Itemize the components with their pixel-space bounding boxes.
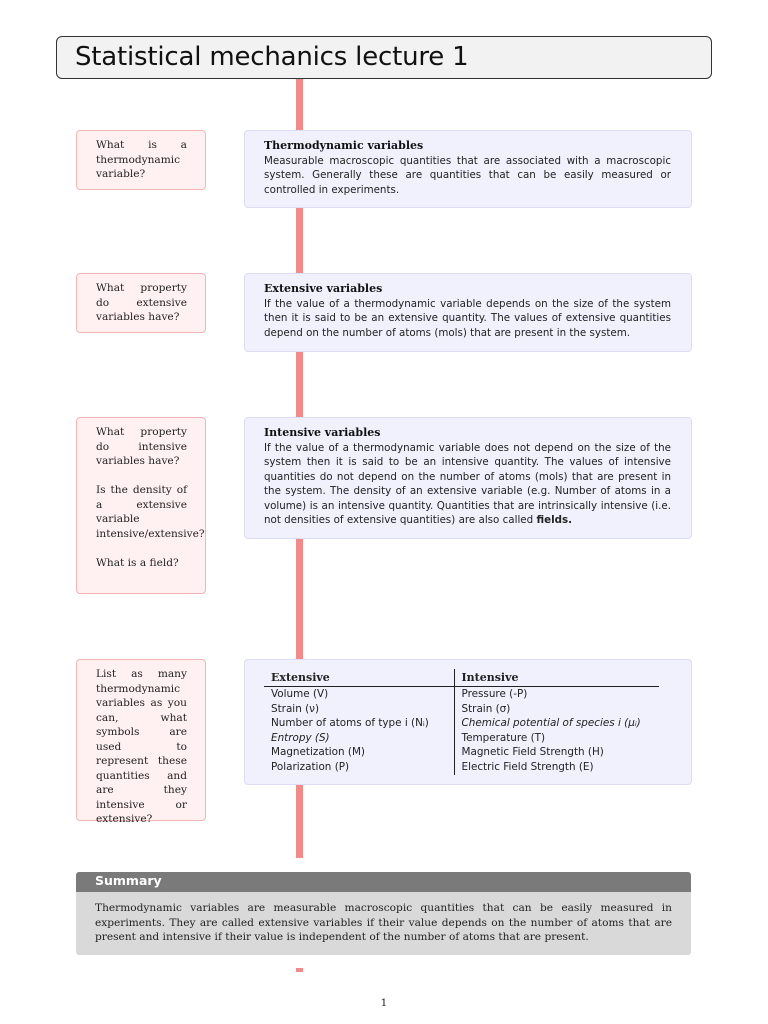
timeline-spine [296,539,303,659]
answer-heading: Extensive variables [264,282,383,295]
table-cell: Magnetic Field Strength (H) [461,746,604,759]
timeline-spine [296,208,303,273]
table-row [264,687,659,702]
question-text: List as many thermodynamic variables as you can, what symbols are used to represent these quantities and are they intensive or extensive? [96,668,187,825]
answer-box-extensive-variables [244,273,692,352]
question-box-4 [76,659,206,825]
answer-heading: Intensive variables [264,426,381,439]
question-text: What is a field? [96,556,179,569]
table-cell: Polarization (P) [264,760,454,775]
question-box-3 [76,417,206,594]
table-cell: Strain (ν) [264,702,454,717]
question-box-1 [76,130,206,190]
column-header-intensive: Intensive [454,669,659,687]
variables-table [264,669,659,775]
answer-box-thermodynamic-variables [244,130,692,208]
page-title: Statistical mechanics lecture 1 [75,42,469,72]
timeline-spine [296,79,303,130]
table-cell: Pressure (-P) [461,688,528,700]
table-row [264,745,659,760]
column-header-extensive: Extensive [264,669,454,687]
answer-body: Measurable macroscopic quantities that are associated with a macroscopic system. Generally these are quantities that can be easily measured or controlled in experiments. [264,154,671,196]
answer-box-intensive-variables [244,417,692,539]
answer-body-text: If the value of a thermodynamic variable does not depend on the size of the system then it is said to be an intensive quantity. The values of intensive quantities do not depend on the number of atoms (mols) that are present in the system. The density of an extensive variable (e.g. Number of atoms in a volume) is an intensive quantity. Quantities that are intrinsically intensive (i.e. not densities of extensive quantities) are also called [264,441,671,526]
table-row [264,702,659,717]
table-cell: Magnetization (M) [264,745,454,760]
summary-heading: Summary [76,872,691,892]
answer-body [264,441,671,528]
question-text: What property do intensive variables have? [96,426,187,467]
table-row [264,760,659,775]
question-text: What is a thermodynamic variable? [96,139,187,180]
table-cell: Volume (V) [264,687,454,702]
table-cell: Electric Field Strength (E) [461,760,594,773]
page-title-box [56,36,712,79]
table-row [264,731,659,746]
timeline-spine-stub [296,968,303,972]
question-box-2 [76,273,206,333]
question-text: Is the density of a extensive variable intensive/extensive? [96,484,205,540]
table-cell: Strain (σ) [461,702,511,715]
answer-heading: Thermodynamic variables [264,139,424,152]
table-cell: Number of atoms of type i (Nᵢ) [264,716,454,731]
summary-body: Thermodynamic variables are measurable macroscopic quantities that can be easily measured in experiments. They are called extensive variables if their value depends on the number of atoms that are present and intensive if their value is independent of the number of atoms that are present. [76,892,691,955]
table-cell: Entropy (S) [264,731,454,746]
table-cell: Temperature (T) [461,731,546,744]
page-number: 1 [380,997,388,1009]
answer-body-bold: fields. [536,514,573,526]
table-row [264,716,659,731]
summary-box [76,872,691,955]
table-header-row [264,669,659,687]
answer-body: If the value of a thermodynamic variable depends on the size of the system then it is said to be an extensive quantity. The values of extensive quantities depend on the number of atoms (mols) that are present in the system. [264,297,671,339]
question-text: What property do extensive variables have? [96,282,187,323]
timeline-spine [296,352,303,417]
answer-box-variables-table [244,659,692,785]
table-cell: Chemical potential of species i (μᵢ) [461,717,641,730]
timeline-spine [296,785,303,858]
